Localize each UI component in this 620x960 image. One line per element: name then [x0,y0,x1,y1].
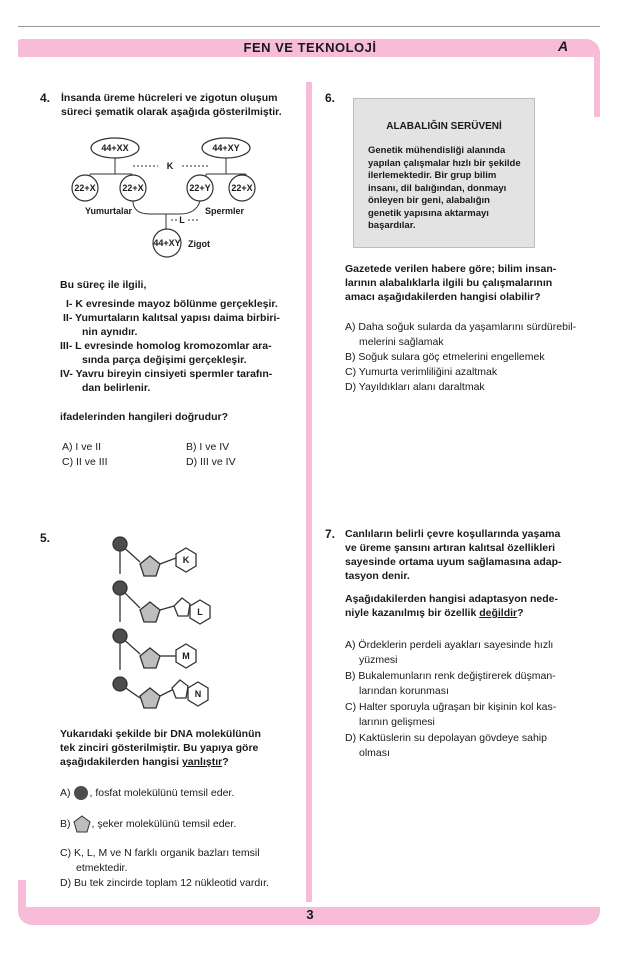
option-line: olması [359,747,390,759]
phosphate-circle [113,581,127,595]
q5-stem [60,727,305,769]
sugar-base-bond [160,606,174,610]
page-title: FEN VE TEKNOLOJİ [243,40,377,55]
q7-options [345,638,595,761]
q4-option-b[interactable]: B) I ve IV [186,441,230,453]
news-line: yapılan çalışmalar hızlı bir şekilde [368,157,521,169]
sugar-pentagon [140,602,160,622]
page-number: 3 [306,907,314,922]
news-line: Genetik mühendisliği alanında [368,145,506,156]
base-n-ring-small [172,680,188,698]
q6-options [345,320,595,395]
news-line: insanı, dil balığından, donmayı [368,182,507,194]
q4-statement [60,339,305,367]
q7-stem [345,527,595,583]
statement-line: dan belirlenir. [82,382,151,394]
option-line: C) Halter sporuyla uğraşan bir kişinin kol kas- [345,701,557,713]
q5-stem-text: aşağıdakilerden hangisi [60,756,182,768]
q5-option-c[interactable] [60,846,300,876]
zygote-formula: 44+XY [153,238,181,248]
sperms-label: Spermler [205,206,245,216]
base-m-label: M [182,651,190,661]
statement-line: II- Yumurtaların kalıtsal yapısı daima birbiri- [63,312,280,324]
option-line: larından korunması [359,685,449,697]
egg-label: 22+X [122,183,144,193]
q4-statement [60,367,305,395]
q4-option-c[interactable]: C) II ve III [62,456,108,468]
base-l-ring-small [174,598,190,616]
q7-question-line: Aşağıdakilerden hangisi adaptasyon nede- [345,593,558,605]
q6-stem [345,262,595,304]
q4-intro: Bu süreç ile ilgili, [60,279,147,291]
q5-option-b[interactable] [60,815,236,833]
booklet-letter: A [558,38,569,54]
q4-stem-line: İnsanda üreme hücreleri ve zigotun oluşum [61,92,278,104]
statement-line: sında parça değişimi gerçekleşir. [82,354,247,366]
q4-statement [60,297,305,311]
news-line: önleyen bir geni, alabalığın [368,195,490,206]
q7-option-d[interactable] [345,731,595,761]
q6-option-b[interactable]: B) Soğuk sulara göç etmelerini engellemek [345,351,545,363]
left-border-band [18,880,26,907]
fertilization-curve [133,201,200,214]
option-text: , şeker molekülünü temsil eder. [91,817,237,830]
q5-stem-keyword: yanlıştır [181,756,223,768]
sugar-pentagon [140,688,160,708]
q7-question-line [345,606,595,620]
q4-stem [61,91,301,119]
stage-k-label: K [166,161,174,171]
news-line: başardılar. [368,220,416,231]
option-label: A) [60,786,71,799]
phosphate-circle [113,629,127,643]
q4-question: ifadelerinden hangileri doğrudur? [60,411,229,423]
option-line: D) Kaktüslerin su depolayan gövdeye sahip [345,732,547,744]
phosphate-circle [113,677,127,691]
q7-number: 7. [325,527,336,541]
option-text: , fosfat molekülünü temsil eder. [89,786,235,799]
q6-stem-line: Gazetede verilen habere göre; bilim insan- [345,263,557,275]
dna-strand-diagram [100,530,230,710]
q5-option-d[interactable]: D) Bu tek zincirde toplam 12 nükleotid vardır. [60,877,269,889]
q7-stem-line: sayesinde ortama uyum sağlamasına adap- [345,556,562,568]
q7-option-c[interactable] [345,700,595,730]
top-rule [18,26,600,27]
option-line: melerini sağlamak [359,336,444,348]
q7-question-qmark: ? [517,607,524,619]
base-n-label: N [194,689,202,699]
q5-number: 5. [40,531,51,545]
sugar-base-bond [160,690,172,696]
egg-label: 22+X [74,183,96,193]
news-line: genetik yapısına aktarmayı [368,207,489,219]
q7-question-text: niyle kazanılmış bir özellik [345,607,480,619]
q4-option-a[interactable]: A) I ve II [62,441,102,453]
news-line: ilerlemektedir. Bir grup bilim [368,170,497,181]
base-k-label: K [182,555,190,565]
gametogenesis-diagram [60,130,300,260]
q4-stem-line: süreci şematik olarak aşağıda gösterilmiştir. [61,106,282,118]
q4-statement [60,311,305,339]
eggs-label: Yumurtalar [85,206,133,216]
q6-stem-line: larının alabalıklarla ilgili bu çalışmalarının [345,277,553,289]
option-line: yüzmesi [359,654,398,666]
phosphate-circle-icon [73,785,89,801]
statement-line: nin aynıdır. [82,326,138,338]
option-line: etmektedir. [76,862,128,874]
statement-line: III- L evresinde homolog kromozomlar ara- [60,340,272,352]
q4-option-d[interactable]: D) III ve IV [186,456,236,468]
q4-statements [60,297,305,395]
q7-option-b[interactable] [345,669,595,699]
phosphate-circle [113,537,127,551]
newspaper-clipping [353,98,535,248]
sugar-pentagon-icon [73,815,91,833]
column-divider [306,82,312,902]
q6-option-c[interactable]: C) Yumurta verimliliğini azaltmak [345,366,498,378]
option-line: A) Ördeklerin perdeli ayakları sayesinde hızlı [345,639,554,651]
option-line: larının gelişmesi [359,716,435,728]
statement-line: IV- Yavru bireyin cinsiyeti spermler tarafın- [60,368,273,380]
option-line: C) K, L, M ve N farklı organik bazları temsil [60,847,260,859]
statement-line: I- K evresinde mayoz bölünme gerçekleşir. [66,298,278,310]
q7-stem-line: tasyon denir. [345,570,410,582]
q6-stem-line: amacı aşağıdakilerden hangisi olabilir? [345,291,541,303]
option-line: B) Bukalemunların renk değiştirerek düşman- [345,670,556,682]
option-label: B) [60,817,71,830]
q5-option-a[interactable] [60,785,234,801]
q7-question [345,592,595,620]
sperm-label: 22+Y [189,183,211,193]
right-border-band [594,57,600,117]
stage-l-label: L [179,215,185,225]
sugar-pentagon [140,556,160,576]
q5-stem-line: Yukarıdaki şekilde bir DNA molekülünün [60,728,261,740]
parent-male-label: 44+XY [212,143,240,153]
news-title: ALABALIĞIN SERÜVENİ [386,121,502,132]
q7-question-keyword: değildir [479,607,518,619]
q5-stem-line [60,755,305,769]
q5-stem-line: tek zinciri gösterilmiştir. Bu yapıya göre [60,742,259,754]
q5-stem-qmark: ? [222,756,229,768]
q7-stem-line: ve üreme şansını artıran kalıtsal özellikleri [345,542,556,554]
q7-stem-line: Canlıların belirli çevre koşullarında yaşama [345,528,561,540]
q6-option-d[interactable]: D) Yayıldıkları alanı daraltmak [345,381,485,393]
q6-number: 6. [325,91,336,105]
news-body [368,145,524,233]
base-l-label: L [197,607,203,617]
sugar-pentagon [140,648,160,668]
sugar-base-bond [160,558,176,564]
parent-female-label: 44+XX [101,143,129,153]
zygote-label: Zigot [188,239,210,249]
sperm-label: 22+X [231,183,253,193]
option-line: A) Daha soğuk sularda da yaşamlarını sürdürebil- [345,321,577,333]
q6-option-a[interactable] [345,320,595,350]
q7-option-a[interactable] [345,638,595,668]
q4-number: 4. [40,91,51,105]
